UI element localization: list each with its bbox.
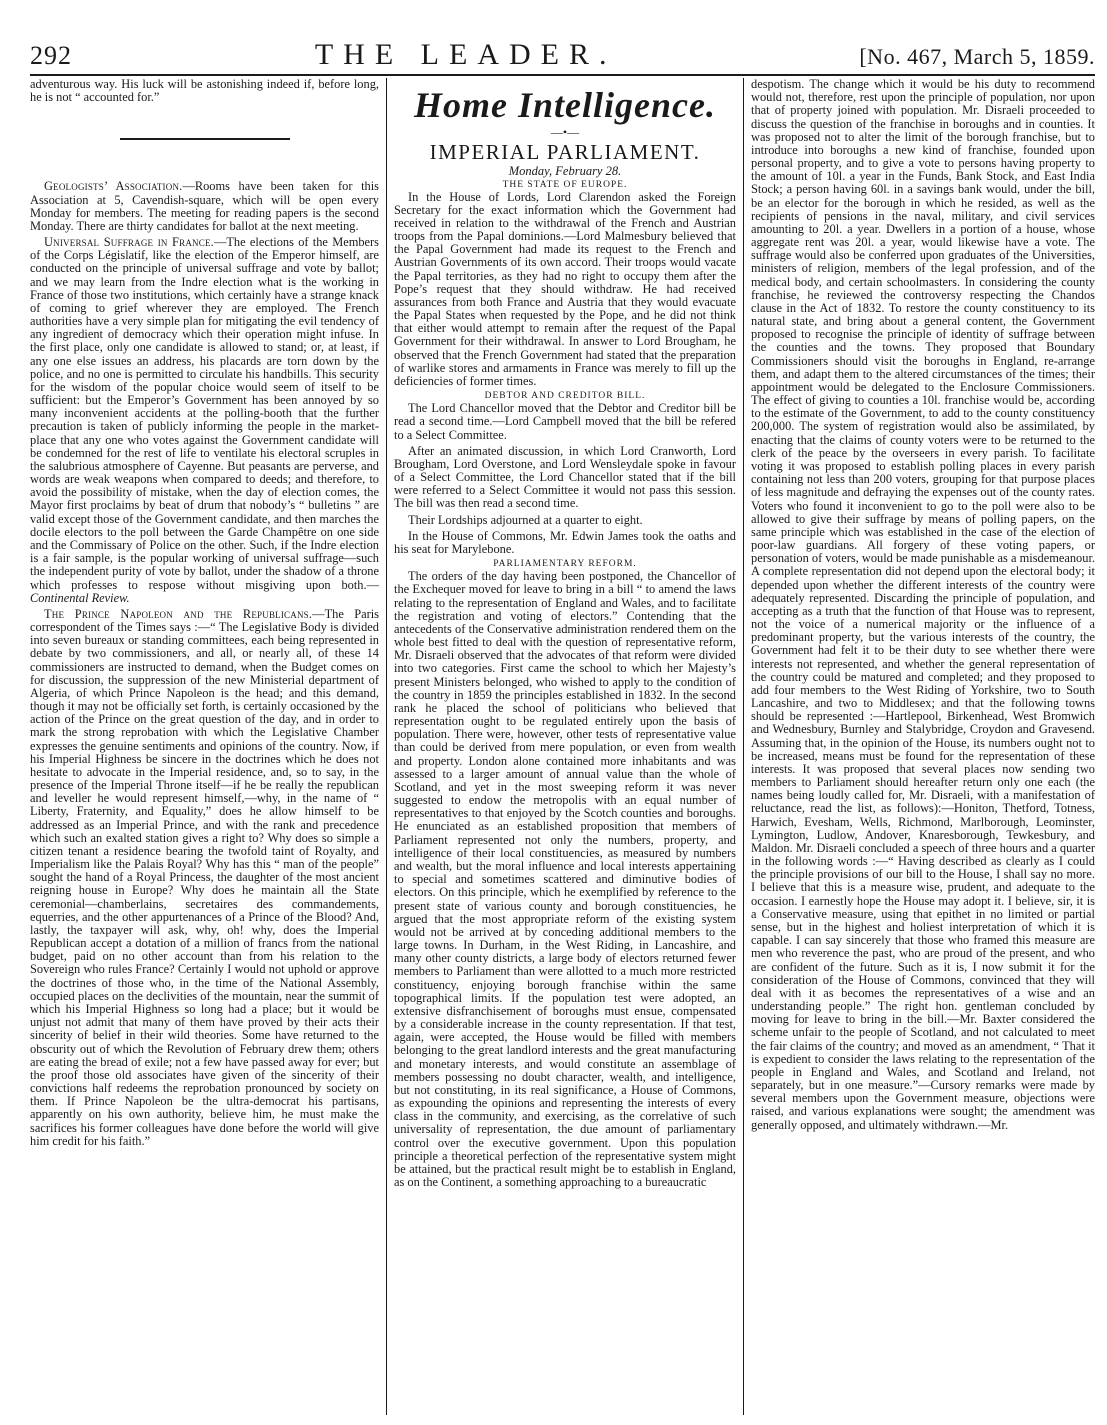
geologists-body: —Rooms have been taken for this Association at 5, Cavendish-square, which will be open every Monday for members. The meeting for reading papers is the second Monday. There are thirty candidates for ballot at the next meeting. [30,179,379,233]
parliament-heading: IMPERIAL PARLIAMENT. [429,139,701,164]
debtor-paragraph-2: After an animated discussion, in which Lord Cranworth, Lord Brougham, Lord Overstone, and Lord Wensleydale spoke in favour of a Select Committee, the Lord Chancellor stated that if the bill were referred to a Select Committee it would not pass this session. The bill was then read a second time. [394,443,736,511]
subhead-reform: PARLIAMENTARY REFORM. [493,559,637,570]
column-1 [30,78,387,1415]
debtor-paragraph-3: Their Lordships adjourned at a quarter to eight. [408,512,643,527]
column-3 [744,78,1095,1415]
section-title: Home Intelligence. [414,85,716,125]
geologists-paragraph [30,180,379,233]
page-number: 292 [30,41,72,70]
napoleon-paragraph [30,608,379,1148]
suffrage-body: —The elections of the Members of the Corps Législatif, like the election of the Emperor himself, are conducted on the principle of universal suffrage and vote by ballot; and we may learn from the Indre election what is the working in France of those two institutions, which certainly have a strange knack of coming to grief wherever they are employed. The French authorities have a very simple plan for mitigating the evil tendency of any ingredient of democracy which their operation might infuse. In the first place, only one candidate is allowed to stand; or, at least, if any one else issues an address, his placards are torn down by the police, and no one is permitted to circulate his handbills. This security for the wisdom of the popular choice would seem of itself to be sufficient: but the Emperor’s Government has been annoyed by so many inconvenient accidents at the polling-booth that the further precaution is taken of publicly informing the people in the market-place that any one who votes against the Government candidate will be condemned for the rest of life to ventilate his electoral scruples in the salubrious atmosphere of Cayenne. But peasants are perverse, and words are weak weapons when compared to deeds; and therefore, to avoid the possibility of mistake, when the day of election comes, the Mayor first proclaims by beat of drum that nobody’s “ bulletins ” are valid except those of the Government candidate, and then marches the docile electors to the poll between the Garde Champêtre on one side and the Commissary of Police on the other. Such, if the Indre election is a fair sample, is the popular working of universal suffrage—such the independent purity of vote by ballot, under the shadow of a throne which professes to respose without misgiving upon both.— [30,235,379,592]
napoleon-body: —The Paris correspondent of the Times says :—“ The Legislative Body is divided into seven bureaux or standing committees, each being represented in debate by two commissioners, and all, or nearly all, of these 14 commissioners are instructed to demand, when the Budget comes on for discussion, the suppression of the new Ministerial department of Algeria, of which Prince Napoleon is the head; and this demand, though it may not be officially set forth, is certainly occasioned by the action of the Prince on the great question of the day, and in order to mark the strong reprobation with which the Legislative Chamber expresses the genuine sentiments and opinions of the country. Now, if his Imperial Highness be sincere in the doctrines which he does not hesitate to advocate in the Imperial residence, and, so to say, in the presence of the Imperial Throne itself—if he be really the republican and leveller he would represent himself,—why, in the name of “ Liberty, Fraternity, and Equality,” does he allow himself to be addressed as an Imperial Prince, and with the rank and precedence which such an exalted station gives a right to? Why does so simple a citizen tenant a residence bearing the twofold taint of Royalty, and Imperialism like the Palais Royal? Why has this “ man of the people” sought the hand of a Royal Princess, the daughter of the most ancient reigning house in Europe? Why does he maintain all the State ceremonial—chamberlains, secretaires des commandements, equerries, and the other appurtenances of a Prince of the Blood? And, lastly, the taxpayer will ask, why, oh! why, does the Imperial Republican accept a dotation of a million of francs from the national budget, paid on no other account than from his relation to the Sovereign who rules France? Certainly I would not uphold or approve the doctrines of those who, in the time of the National Assembly, occupied places on the declivities of the mountain, near the summit of which his Imperial Highness so long had a place; but it would be unjust not admit that many of them have proved by their acts their sincerity of belief in their wild theories. Some have returned to the obscurity out of which the Revolution of February drew them; others are eating the bread of exile; not a few have passed away for ever; but the proof those old associates have given of the sincerity of their convictions half redeems the reprobation pronounced by society on them. If Prince Napoleon be the ultra-democrat his partisans, apparently on his own authority, believe him, he must make the sacrifices his former colleagues have done before the world will give him credit for his faith.” [30,606,379,1148]
suffrage-paragraph [30,236,379,605]
suffrage-source: Continental Review. [30,590,130,605]
subhead-debtor: DEBTOR AND CREDITOR BILL. [484,391,646,402]
reform-paragraph: The orders of the day having been postponed, the Chancellor of the Exchequer moved for leave to bring in a bill “ to amend the laws relating to the representation of England and Wales, and to facilitate the registration and voting of electors.” Contending that the antecedents of the Conservative administration rendered them on the whole best fitted to deal with the question of representative reform, Mr. Disraeli observed that the advocates of that reform were divided into two categories. First came the school to which her Majesty’s present Ministers belonged, who wished to apply to the condition of the country in 1859 the principles established in 1832. In the second rank he placed the school of politicians who believed that representation ought to be regulated entirely upon the basis of population. There were, however, other tests of representative value than could be derived from mere population, or even from wealth and property. London alone contained more inhabitants and was assessed to a larger amount of annual value than the whole of Scotland, and yet in the most sweeping reform it was never suggested to endow the metropolis with an equal number of representatives to that enjoyed by the Scotch counties and boroughs. He enunciated as an established proposition that members of Parliament represented not only the numbers, property, and intelligence of their local constituencies, as measured by numbers and wealth, but the moral influence and local interests appertaining to special and sometimes scattered and diminutive bodies of electors. On this principle, which he exemplified by reference to the present state of various county and borough constituencies, he argued that the most appropriate reform of the existing system would not be arrived at by conceding additional members to the large towns. In Durham, in the West Riding, in Lancashire, and many other county districts, a large body of electors returned fewer members to Parliament than were allotted to a much more restricted constituency, enjoying borough franchise within the same topographical limits. If the population test were adopted, an extensive disfranchisement of boroughs must ensue, compensated by a considerable increase in the county representation. If that test, again, were accepted, the House would be filled with members belonging to the great landlord interests and the great manufacturing and monetary interests, and would constitute an assemblage of members possessing no doubt character, wealth, and intelligence, but not constituting, in its real significance, a House of Commons, as expounding the opinions and representing the interests of every class in the community, and exercising, as the correlative of such universality of representation, the due amount of parliamentary control over the executive government. Upon this population principle a theoretical perfection of the representative system might be attained, but the practical result might be to establish in England, as on the Continent, a something approaching to a bureaucratic [394,569,736,1190]
newspaper-title: THE LEADER. [314,38,617,71]
geologists-heading: Geologists’ Association. [44,179,183,194]
ornament-divider: —•— [550,125,580,140]
column-2 [387,78,744,1415]
subhead-europe: THE STATE OF EUROPE. [502,179,628,190]
debtor-paragraph-1: The Lord Chancellor moved that the Debtor and Creditor bill be read a second time.—Lord Campbell moved that the bill be refered to a Select Committee. [394,401,736,442]
intro-paragraph: adventurous way. His luck will be astonishing indeed if, before long, he is not “ accounted for.” [30,78,379,105]
issue-info: [No. 467, March 5, 1859. [859,44,1095,69]
section-divider [120,138,290,140]
napoleon-heading: The Prince Napoleon and the Republicans. [44,606,313,621]
columns [30,78,1095,1415]
europe-paragraph: In the House of Lords, Lord Clarendon asked the Foreign Secretary for the exact information which the Government had received in relation to the withdrawal of the French and Austrian troops from the Papal dominions.—Lord Malmesbury believed that the Papal Government had made its request to the French and Austrian Governments of its own accord. Their troops would vacate the Papal territories, as they had no right to occupy them after the Pope’s request that they should withdraw. He had received assurances from both France and Austria that they would evacuate the Papal States when requested by the Pope, and he did not think that either would attempt to remain after the request of the Papal Government for their withdrawal. In answer to Lord Brougham, he observed that the French Government had stated that the preparation of warlike stores and armaments in France was merely to fill up the deficiencies of former times. [394,189,736,388]
page-header [30,38,1095,76]
session-date: Monday, February 28. [508,164,622,179]
debtor-paragraph-4: In the House of Commons, Mr. Edwin James took the oaths and his seat for Marylebone. [394,528,736,556]
suffrage-heading: Universal Suffrage in France. [44,235,214,250]
reform-continued-paragraph: despotism. The change which it would be his duty to recommend would not, therefore, rest upon the principle of population, nor upon that of property joined with population. Mr. Disraeli proceeded to discuss the question of the franchise in boroughs and in counties. It was proposed not to alter the limit of the borough franchise, but to introduce into boroughs a new kind of franchise, founded upon personal property, and to give a vote to persons having property to the amount of 10l. a year in the Funds, Bank Stock, and East India Stock; a person having 60l. in a savings bank would, under the bill, be an elector for the borough in which he resided, as well as the recipients of pensions in the naval, military, and civil services amounting to 20l. a year. Dwellers in a portion of a house, whose aggregate rent was 20l. a year, would likewise have a vote. The suffrage would also be conferred upon graduates of the Universities, ministers of religion, members of the legal profession, and of the medical body, and certain schoolmasters. In considering the county franchise, he reviewed the controversy respecting the Chandos clause in the Act of 1832. To restore the county constituency to its natural state, and bring about a general content, the Government proposed to recognise the principle of identity of suffrage between the counties and the towns. They proposed that Boundary Commissioners should visit the boroughs in England, re-arrange them, and adapt them to the altered circumstances of the times; their appointment would be delegated to the Enclosure Commissioners. The effect of giving to counties a 10l. franchise would be, according to the estimate of the Government, to add to the county constituency 200,000. The system of registration would also be assimilated, by enacting that the claims of county voters were to be returned to the clerk of the peace by the overseers in every parish. To facilitate voting it was proposed to establish polling places in every parish containing not less than 200 voters, grouping for that purpose places of less magnitude and defraying the expenses out of the county rates. Voters who found it inconvenient to go to the poll were also to be allowed to give their suffrage by means of polling papers, on the same principle which was established in the case of the election of poor-law guardians. All forgery of these voting papers, or personation of voters, would be made punishable as a misdemeanour. A complete representation did not depend upon the electoral body; it depended upon whether the different interests of the country were adequately represented. Discarding the principle of population, and accepting as a truth that the function of that House was to represent, not the voice of a numerical majority or the influence of a predominant property, but the various interests of the country, the Government had felt it to be their duty to see whether there were interests not represented, and whether the general representation of the country could be matured and completed; and they proposed to add four members to the West Riding of Yorkshire, two to South Lancashire, and two to Middlesex; and that the following towns should be represented :—Hartlepool, Birkenhead, West Bromwich and Wednesbury, Burnley and Stalybridge, Croydon and Gravesend. Assuming that, in the opinion of the House, its numbers ought not to be increased, means must be found for the representation of these interests. It was proposed that several places now sending two members to Parliament should hereafter return only one each (the names being loudly called for, Mr. Disraeli, with a manifestation of reluctance, read the list, as follows):—Honiton, Thetford, Totness, Harwich, Evesham, Wells, Richmond, Marlborough, Leominster, Lymington, Ludlow, Andover, Knaresborough, Tewkesbury, and Maldon. Mr. Disraeli concluded a speech of three hours and a quarter in the following words :—“ Having described as clearly as I could the principle provisions of our bill to the House, I shall say no more. I believe that this is a measure wise, prudent, and adequate to the occasion. I earnestly hope the House may adopt it. I believe, sir, it is a Conservative measure, using that epithet in no limited or partial sense, but in the highest and holiest interpretation of which it is capable. I can say sincerely that those who framed this measure are men who reverence the past, who are proud of the present, and who are confident of the future. Such as it is, I now submit it for the consideration of the House of Commons, convinced that they will deal with it as becomes the representatives of a wise and an understanding people.” The right hon. gentleman concluded by moving for leave to bring in the bill.—Mr. Baxter considered the scheme unfair to the people of Scotland, and not calculated to meet the fair claims of the country; and moved as an amendment, “ That it is expedient to consider the laws relating to the representation of the people in England and Wales, and Scotland and Ireland, not separately, but in one measure.”—Cursory remarks were made by several members upon the Government measure, objections were raised, and various explanations were sought; the amendment was generally opposed, and ultimately withdrawn.—Mr. [751,78,1095,1132]
